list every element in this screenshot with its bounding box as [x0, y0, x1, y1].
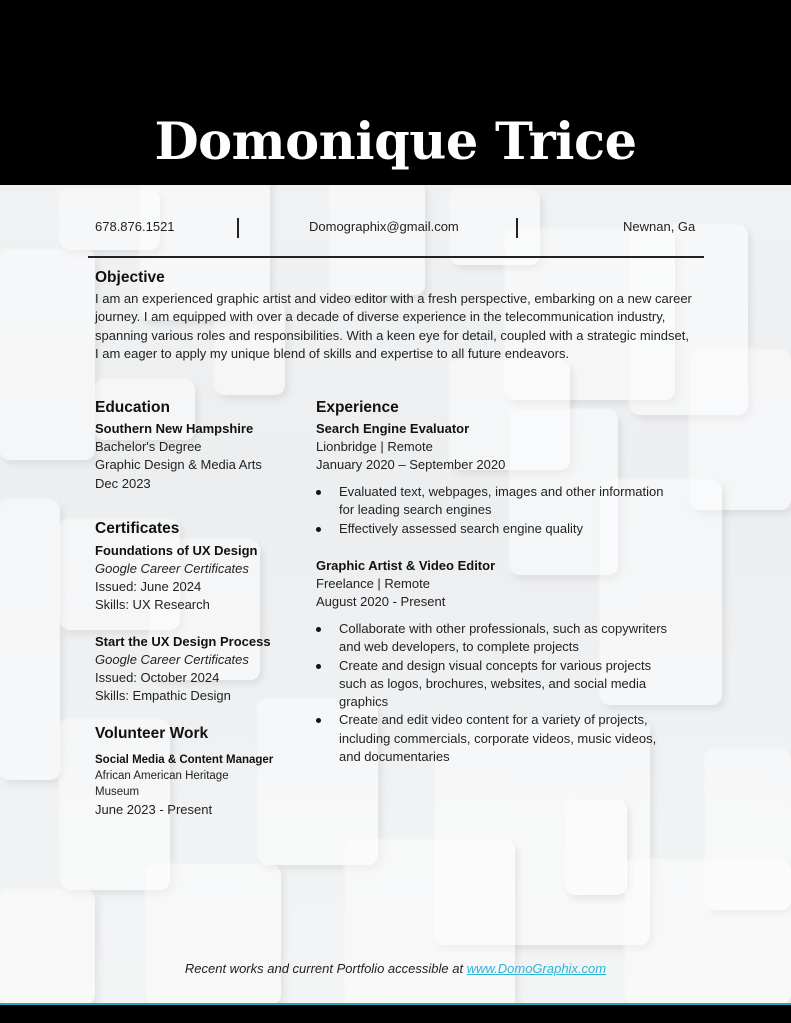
job-title: Graphic Artist & Video Editor	[316, 558, 496, 573]
contact-email: Domographix@gmail.com	[309, 219, 459, 234]
list-item: Create and design visual concepts for various projects such as logos, brochures, websites, and social media graphics	[316, 657, 676, 712]
objective-text: I am an experienced graphic artist and video editor with a fresh perspective, embarking on a new career journey. I am equipped with over a decade of diverse experience in the telecommunication industry, spanning various roles and responsibilities. With a keen eye for detail, coupled with a strategic mindset, I am eager to apply my unique blend of skills and expertise to all future endeavors.	[95, 291, 692, 361]
contact-phone: 678.876.1521	[95, 219, 175, 234]
education-date: Dec 2023	[95, 476, 151, 491]
certificate-issuer: Google Career Certificates	[95, 561, 249, 576]
contact-separator	[237, 218, 239, 238]
list-item: Evaluated text, webpages, images and other information for leading search engines	[316, 483, 676, 520]
certificate-issuer: Google Career Certificates	[95, 652, 249, 667]
certificates-heading: Certificates	[95, 520, 180, 537]
header-divider	[88, 256, 704, 258]
job-title: Search Engine Evaluator	[316, 421, 470, 436]
certificate-name: Foundations of UX Design	[95, 543, 258, 558]
footer-bar	[0, 1003, 791, 1023]
job-bullets	[316, 483, 676, 538]
certificate-issued: Issued: June 2024	[95, 579, 202, 594]
education-heading: Education	[95, 399, 170, 416]
bullet-icon	[316, 527, 321, 532]
job-dates: January 2020 – September 2020	[316, 457, 506, 472]
education-school: Southern New Hampshire	[95, 421, 254, 436]
portfolio-note	[0, 961, 791, 976]
list-item: Effectively assessed search engine quality	[316, 520, 676, 538]
experience-heading: Experience	[316, 399, 399, 416]
education-major: Graphic Design & Media Arts	[95, 457, 262, 472]
job-dates: August 2020 - Present	[316, 594, 446, 609]
objective-heading: Objective	[95, 269, 165, 286]
resume-name: Domonique Trice	[154, 112, 637, 172]
volunteer-heading: Volunteer Work	[95, 725, 209, 742]
volunteer-date: June 2023 - Present	[95, 802, 213, 817]
certificate-issued: Issued: October 2024	[95, 670, 220, 685]
list-item: Collaborate with other professionals, such as copywriters and web developers, to complete projects	[316, 620, 676, 657]
volunteer-org: African American Heritage	[95, 770, 229, 782]
certificate-skills: Skills: UX Research	[95, 597, 210, 612]
bullet-icon	[316, 664, 321, 669]
portfolio-text: Recent works and current Portfolio accessible at	[184, 961, 467, 976]
volunteer-org: Museum	[95, 786, 140, 798]
volunteer-role: Social Media & Content Manager	[95, 754, 274, 766]
bullet-icon	[316, 718, 321, 723]
certificate-skills: Skills: Empathic Design	[95, 688, 231, 703]
contact-separator	[516, 218, 518, 238]
portfolio-link[interactable]: www.DomoGraphix.com	[466, 961, 607, 976]
job-bullets	[316, 620, 676, 766]
contact-location: Newnan, Ga	[623, 219, 696, 234]
certificate-name: Start the UX Design Process	[95, 634, 271, 649]
list-item: Create and edit video content for a variety of projects, including commercials, corporate videos, music videos, and documentaries	[316, 711, 676, 766]
job-company: Lionbridge | Remote	[316, 439, 433, 454]
bullet-icon	[316, 490, 321, 495]
bullet-icon	[316, 627, 321, 632]
job-company: Freelance | Remote	[316, 576, 430, 591]
education-degree: Bachelor's Degree	[95, 439, 202, 454]
